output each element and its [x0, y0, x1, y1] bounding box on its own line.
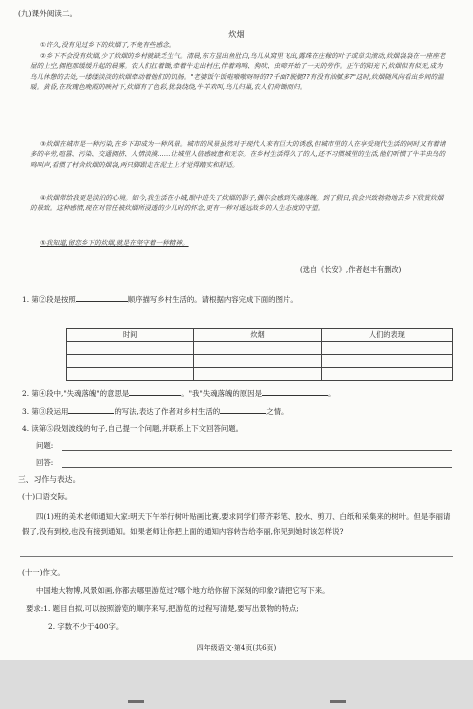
composition-requirement-1: 要求:1. 题目自拟,可以按照游览的顺序来写,把游览的过程写清楚,要写出景物的特点;: [26, 604, 299, 613]
page-footer: 四年级语文·第4页(共6页): [196, 644, 277, 652]
section-heading: (九)课外阅读二。: [18, 9, 78, 18]
passage-source: (选自《长安》,作者赵丰有删改): [300, 265, 402, 274]
composition-heading: (十一)作文。: [22, 568, 65, 577]
table-header-time: 时间: [67, 329, 194, 342]
question-1-suffix: 顺序描写乡村生活的。请根据内容完成下面的图片。: [127, 295, 298, 304]
table-cell[interactable]: [194, 355, 321, 368]
nav-dash-left[interactable]: [128, 700, 144, 703]
question-4-answer-label: 回答:: [36, 458, 54, 467]
table-cell[interactable]: [67, 368, 194, 381]
part-3-heading: 三、习作与表达。: [18, 475, 81, 484]
table-cell[interactable]: [194, 368, 321, 381]
question-1-prefix: 1. 第②段是按照: [22, 295, 76, 304]
viewer-bottom-bar: [0, 660, 473, 709]
question-1-table: [66, 328, 453, 381]
question-4-question-label: 问题:: [36, 441, 54, 450]
question-2-blank-1[interactable]: [129, 388, 181, 396]
oral-communication-heading: (十)口语交际。: [22, 492, 73, 501]
table-cell[interactable]: [321, 355, 452, 368]
table-cell[interactable]: [67, 342, 194, 355]
question-4-question-line[interactable]: [62, 450, 452, 451]
question-4: 4. 读第⑤段划波线的句子,自己提一个问题,并联系上下文回答问题。: [22, 424, 244, 433]
table-cell[interactable]: [67, 355, 194, 368]
question-3: [22, 406, 462, 417]
answer-line[interactable]: [20, 556, 453, 557]
passage-paragraph-5: ⑤我知道,留恋乡下的炊烟,就是在坚守着一种精神。: [40, 239, 189, 247]
question-3-part-b: 的写法,表达了作者对乡村生活的: [114, 407, 221, 416]
table-cell[interactable]: [321, 368, 452, 381]
oral-communication-prompt: 四(1)班的美术老师通知大家:明天下午举行树叶贴画比赛,要求同学们带齐彩笔、胶水、剪刀、白纸和采集来的树叶。但是李丽请假了,没有到校,也没有接到通知。如果老师让你把上面的通知内容转告给李丽,你见到她时该怎样说?: [22, 512, 451, 536]
question-1: [22, 294, 462, 305]
question-2-part-a: 2. 第④段中,"失魂落魄"的意思是: [22, 389, 130, 398]
passage-paragraph-2: ②乡下不会没有炊烟,少了炊烟的乡村就缺乏生气。清晨,东方显出鱼肚白,鸟儿从窝里飞出,露珠在庄稼的叶子或草尖滚动,炊烟袅袅在一座座老屋的上空,拥抱那缓缓升起的晨雾。农人们扛着锄,牵着牛走出村庄,伴着鸡鸣、狗吠、虫啼开始了一天的劳作。正午的阳光下,炊烟似有似无,成为鸟儿休憩的去处,一缕缕淡淡的炊烟牵动着他们的饥肠。"老婆饭午饭啦嗷嗷呀呀的??千面?脱腿??有没有油腻多?"这时,炊烟随风向看出乡间的温暖。黄昏,在玫瑰色晚霞的映衬下,炊烟有了色彩,犹袅绕绕,牛羊欢叫,鸟儿归巢,农人们荷锄而归。: [30, 52, 446, 92]
question-2-blank-2[interactable]: [262, 388, 328, 396]
question-3-part-c: 之情。: [266, 407, 289, 416]
table-header-behavior: 人们的表现: [321, 329, 452, 342]
question-3-blank-2[interactable]: [220, 406, 266, 414]
nav-dash-right[interactable]: [330, 700, 346, 703]
question-3-part-a: 3. 第③段运用: [22, 407, 69, 416]
question-2-part-c: 。: [327, 389, 336, 398]
passage-title: 炊烟: [228, 29, 245, 39]
composition-requirement-2: 2. 字数不少于400字。: [48, 622, 124, 631]
question-4-answer-line[interactable]: [62, 467, 452, 468]
passage-paragraph-3: ③炊烟在城市是一种污染,在乡下却成为一种风景。城市的风景虽然对于现代人来有巨大的诱惑,但城市里的人在享受现代生活的同时又有着诸多的辛劳,喧嚣、污染、交通拥挤、人情淡漠……让城里人倍感疲惫和无奈。在乡村生活得久了的人,还不习惯城里的生活,他们听惯了牛羊虫鸟的鸣叫声,看惯了村舍炊烟的烟袅,两只脚跟走在泥土上才觉得踏实和舒适。: [30, 140, 446, 169]
question-2-part-b: 。"我"失魂落魄的原因是: [181, 389, 262, 398]
composition-prompt: 中国地大物博,风景如画,你都去哪里游览过?哪个地方给你留下深刻的印象?请把它写下来。: [36, 586, 330, 595]
table-cell[interactable]: [194, 342, 321, 355]
question-2: [22, 388, 467, 399]
question-1-blank[interactable]: [76, 294, 128, 302]
passage-paragraph-4: ④炊烟带给我更是淡泊的心境。如今,我生活在小城,眼中进失了炊烟的影子,偶尔会感到失魂落魄。到了假日,我会兴致勃勃地去乡下欣赏炊烟的景致。这种感情,现在对管任被炊烟所浸透的少儿时的怀念,更有一种对遥远故乡的人生态度的守望。: [30, 194, 444, 213]
passage-paragraph-1: ①许久,没有见过乡下的炊烟了,不免有些感念。: [40, 41, 176, 49]
question-3-blank-1[interactable]: [68, 406, 114, 414]
table-header-smoke: 炊烟: [194, 329, 321, 342]
table-cell[interactable]: [321, 342, 452, 355]
